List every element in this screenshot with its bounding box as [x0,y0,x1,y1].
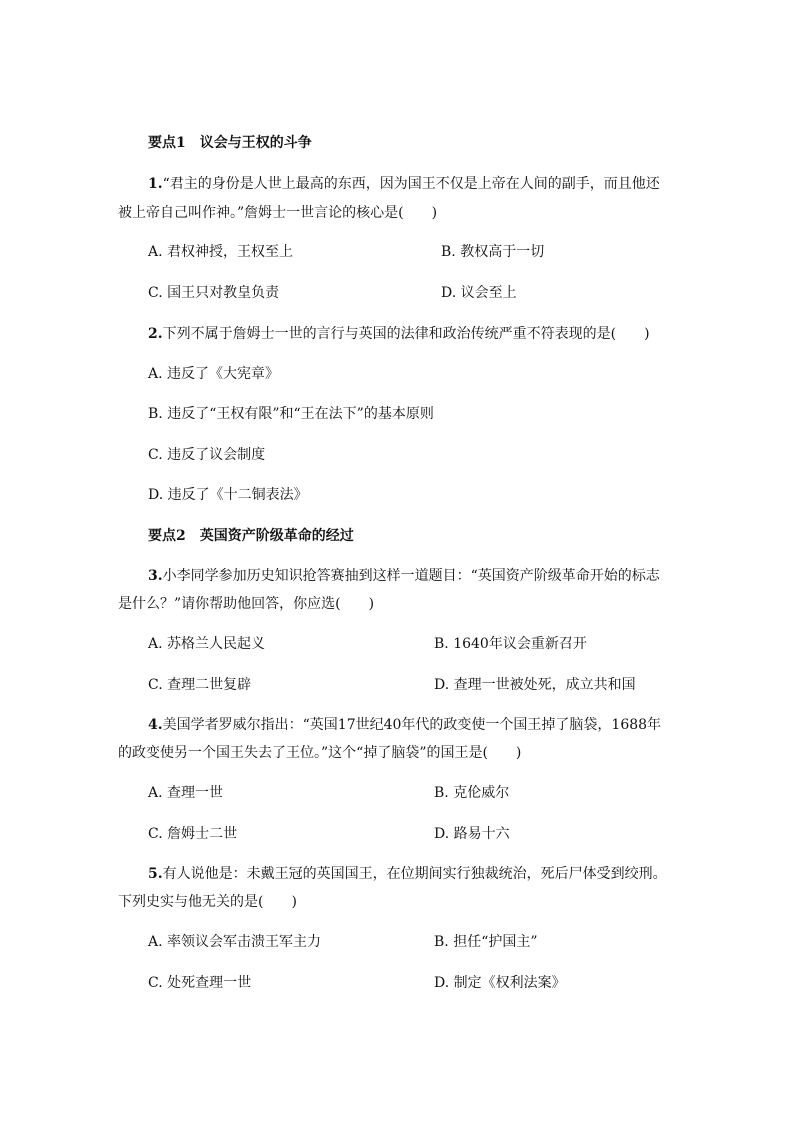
question-2-option-a: A. 违反了《大宪章》 [148,366,280,382]
question-1-option-c: C. 国王只对教皇负责 [148,285,280,301]
section-heading-2 [148,527,354,545]
section-label: 要点2 [148,528,186,544]
question-3-line-1 [148,567,660,585]
question-5-line-2: 下列史实与他无关的是( ) [118,894,297,910]
section-heading-1 [148,134,312,152]
question-number: 3. [148,568,163,584]
question-1-option-d: D. 议会至上 [441,285,517,301]
question-text: 下列不属于詹姆士一世的言行与英国的法律和政治传统严重不符表现的是( ) [162,326,650,342]
question-2-line-1 [148,325,650,343]
question-2-option-b: B. 违反了“王权有限”和“王在法下”的基本原则 [148,406,434,422]
section-title: 英国资产阶级革命的经过 [199,528,354,544]
question-4-line-1 [148,716,661,734]
question-1-line-2: 被上帝自己叫作神。”詹姆士一世言论的核心是( ) [118,205,438,221]
question-number: 5. [148,866,163,882]
question-4-option-d: D. 路易十六 [434,826,510,842]
question-1-option-b: B. 教权高于一切 [441,244,545,260]
question-text: 小李同学参加历史知识抢答赛抽到这样一道题目：“英国资产阶级革命开始的标志 [162,568,660,584]
question-3-line-2: 是什么？”请你帮助他回答，你应选( ) [118,596,375,612]
question-2-option-d: D. 违反了《十二铜表法》 [148,487,308,503]
question-5-option-c: C. 处死查理一世 [148,975,252,991]
question-4-option-a: A. 查理一世 [148,785,224,801]
section-title: 议会与王权的斗争 [199,135,312,151]
question-5-option-a: A. 率领议会军击溃王军主力 [148,934,322,950]
question-4-option-b: B. 克伦威尔 [434,785,510,801]
question-5-line-1 [148,865,667,883]
question-3-option-b: B. 1640年议会重新召开 [434,636,587,652]
question-1-line-1 [148,175,660,193]
question-5-option-b: B. 担任“护国主” [434,934,538,950]
question-5-option-d: D. 制定《权利法案》 [434,975,566,991]
question-text: “君主的身份是人世上最高的东西，因为国王不仅是上帝在人间的副手，而且他还 [162,176,660,192]
question-number: 2. [148,326,163,342]
question-4-line-2: 的政变使另一个国王失去了王位。”这个“掉了脑袋”的国王是( ) [118,745,522,761]
question-text: 有人说他是：未戴王冠的英国国王，在位期间实行独裁统治，死后尸体受到绞刑。 [162,866,667,882]
question-3-option-d: D. 查理一世被处死，成立共和国 [434,677,636,693]
question-1-option-a: A. 君权神授，王权至上 [148,244,294,260]
question-3-option-c: C. 查理二世复辟 [148,677,252,693]
question-3-option-a: A. 苏格兰人民起义 [148,636,266,652]
section-label: 要点1 [148,135,186,151]
question-4-option-c: C. 詹姆士二世 [148,826,238,842]
question-2-option-c: C. 违反了议会制度 [148,447,266,463]
question-text: 美国学者罗威尔指出：“英国17世纪40年代的政变使一个国王掉了脑袋，1688年 [162,717,662,733]
question-number: 1. [148,176,163,192]
question-number: 4. [148,717,163,733]
